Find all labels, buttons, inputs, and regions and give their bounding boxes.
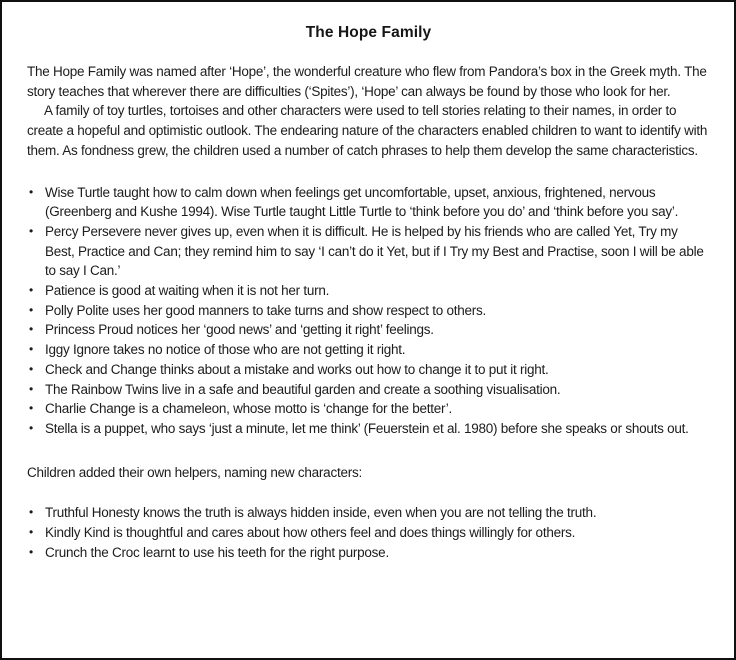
list-item: • Polly Polite uses her good manners to take turns and show respect to others. xyxy=(27,301,710,321)
list-item: • The Rainbow Twins live in a safe and beautiful garden and create a soothing visualisation. xyxy=(27,380,710,400)
list-item: • Charlie Change is a chameleon, whose motto is ‘change for the better’. xyxy=(27,399,710,419)
list-item: • Patience is good at waiting when it is not her turn. xyxy=(27,281,710,301)
list-item: • Check and Change thinks about a mistake and works out how to change it to put it right. xyxy=(27,360,710,380)
children-intro-paragraph: Children added their own helpers, naming new characters: xyxy=(27,464,362,480)
intro-paragraph-1: The Hope Family was named after ‘Hope’, the wonderful creature who flew from Pandora’s box in the Greek myth. The story teaches that wherever there are difficulties (‘Spites’), ‘Hope’ can always be found by those who look for her. xyxy=(27,64,707,99)
character-bullet-list xyxy=(27,183,710,439)
page-title: The Hope Family xyxy=(305,24,432,41)
list-item: • Crunch the Croc learnt to use his teeth for the right purpose. xyxy=(27,543,710,563)
intro-paragraph-2: A family of toy turtles, tortoises and other characters were used to tell stories relating to their names, in order to create a hopeful and optimistic outlook. The endearing nature of the characters enabled children to want to identify with them. As fondness grew, the children used a number of catch phrases to help them develop the same characteristics. xyxy=(27,103,708,158)
list-item: • Stella is a puppet, who says ‘just a minute, let me think’ (Feuerstein et al. 1980) before she speaks or shouts out. xyxy=(27,419,710,439)
children-bullet-list xyxy=(27,503,710,562)
list-item: • Percy Persevere never gives up, even when it is difficult. He is helped by his friends who are called Yet, Try my Best, Practice and Can; they remind him to say ‘I can’t do it Yet, but if I Try my Best and Practise, soon I will be able to say I Can.’ xyxy=(27,222,710,281)
list-item: • Truthful Honesty knows the truth is always hidden inside, even when you are not telling the truth. xyxy=(27,503,710,523)
list-item: • Kindly Kind is thoughtful and cares about how others feel and does things willingly for others. xyxy=(27,523,710,543)
list-item: • Wise Turtle taught how to calm down when feelings get uncomfortable, upset, anxious, frightened, nervous (Greenberg and Kushe 1994). Wise Turtle taught Little Turtle to ‘think before you do’ and ‘think before you say’. xyxy=(27,183,710,222)
list-item: • Princess Proud notices her ‘good news’ and ‘getting it right’ feelings. xyxy=(27,320,710,340)
list-item: • Iggy Ignore takes no notice of those who are not getting it right. xyxy=(27,340,710,360)
